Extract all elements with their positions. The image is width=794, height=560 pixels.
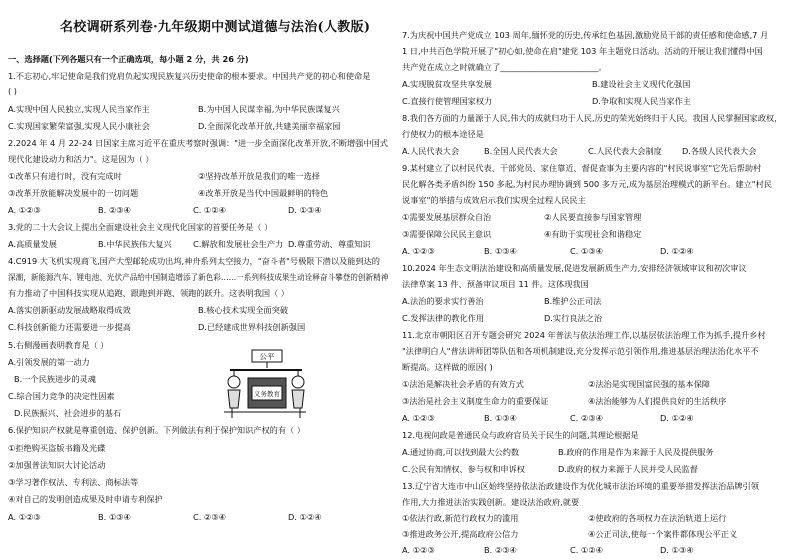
- q11-statement-3: ③法治是社会主义制度生命力的重要保证: [402, 396, 549, 406]
- q2-stem-cont: 现代化建设动力和活力"。这是因为（ ）: [8, 154, 154, 164]
- q11-option-b: B. ①③④: [484, 413, 517, 423]
- q3-option-a: A.高质量发展: [8, 239, 57, 249]
- q6-stem: 6.保护知识产权就是尊重创造、保护创新。下列做法有利于保护知识产权的有（ ）: [8, 425, 305, 435]
- q7-option-a: A.实现脱贫攻坚共享发展: [402, 79, 492, 89]
- page-title: 名校调研系列卷·九年级期中测试道德与法治(人教版): [60, 20, 371, 35]
- q9-option-b: B. ①③④: [484, 246, 517, 256]
- q13-stem-cont: 作用,大力推进法治实践创新。建设法治政府,就要: [402, 497, 580, 507]
- cartoon-sign-text: 公平: [259, 352, 275, 361]
- q3-option-b: B.中华民族伟大复兴: [98, 239, 172, 249]
- q10-stem: 10.2024 年生态文明法治建设和高质量发展,促进发展新质生产力,安排经济领域审议和初次审议: [402, 263, 747, 273]
- q1-stem-cont: ( ): [8, 86, 17, 96]
- q4-option-b: B.核心技术实现全面突破: [198, 305, 289, 315]
- q2-statement-3: ③改革开放能解决发展中的一切问题: [8, 188, 139, 198]
- q12-option-c: C.公民有知情权、参与权和申诉权: [402, 464, 525, 474]
- education-cartoon: [222, 348, 308, 422]
- q9-statement-1: ①需要发展基层群众自治: [402, 212, 492, 222]
- q10-option-d: D.实行良法之治: [544, 313, 603, 323]
- q5-option-b: B.一个民族进步的灵魂: [14, 374, 96, 384]
- q4-stem-cont: 深潮，新能源汽车、锂电池、光伏产品给中国制造增添了新色彩……一系列科技成果生动诠释奋斗攀登的创新精神: [8, 272, 389, 282]
- q2-option-b: B. ②③④: [98, 205, 131, 215]
- q3-option-c: C.解放和发展社会生产力: [193, 239, 284, 249]
- q4-option-d: D.已经建成世界科技创新强国: [198, 322, 306, 332]
- q11-stem-cont2: 断提高。这样做的原因( ): [402, 362, 493, 372]
- q2-option-c: C. ①②④: [193, 205, 226, 215]
- q8-stem: 8.我们各方面的力量源于人民,伟大的成就归功于人民,历史的荣光始终归于人民。我国人民掌握国家政权，: [402, 113, 783, 123]
- q1-option-d: D.全面深化改革开放,共建美丽幸福家园: [198, 121, 341, 131]
- section-heading: 一、选择题(下列各题只有一个正确选项，每小题 2 分，共 26 分): [8, 54, 249, 64]
- q9-option-d: D. ①②④: [660, 246, 694, 256]
- q10-option-b: B.维护公正司法: [544, 296, 602, 306]
- q11-option-a: A. ①②③: [402, 413, 435, 423]
- left-column: [8, 0, 388, 560]
- q2-statement-4: ④改革开放是当代中国最鲜明的特色: [198, 188, 329, 198]
- q9-statement-3: ③需要保障公民民主意识: [402, 229, 492, 239]
- q4-stem-cont2: 有力推动了中国科技实现从追跑、跟跑到并跑、领跑的跃升。这表明我国（ ）: [8, 288, 289, 298]
- q8-option-d: D.各级人民代表大会: [682, 146, 757, 156]
- q12-option-a: A.通过协商,可以找到最大公约数: [402, 447, 520, 457]
- q9-stem: 9.某村建立了以村民代表、干部党员、家住靠近、督促查事为主要内容的"村民说事室"它先后帮助村: [402, 163, 762, 173]
- right-column: [402, 0, 782, 560]
- q11-statement-2: ②法治是实现国富民强的基本保障: [588, 379, 710, 389]
- q2-option-d: D. ①③④: [288, 205, 322, 215]
- q6-statement-3: ③学习著作权法、专利法、商标法等: [8, 477, 139, 487]
- q3-option-d: D.尊重劳动、尊重知识: [288, 239, 371, 249]
- q7-option-d: D.争取和实现人民当家作主: [592, 96, 691, 106]
- q9-option-c: C. ①③④: [570, 246, 603, 256]
- q5-stem: 5.右侧漫画表明教育是（ ）: [8, 340, 109, 350]
- q9-stem-cont: 民化解各类矛盾纠纷 150 多起,为村民办理协调到 500 多万元,成为基层治理模式的新平台。建立"村民: [402, 179, 772, 189]
- q10-stem-cont: 法律草案 13 件、预备审议项目 11 件。这体现我国: [402, 279, 589, 289]
- q3-stem: 3.党的二十大会议上提出全面建设社会主义现代化国家的首要任务是（ ）: [8, 222, 273, 232]
- q9-statement-2: ②人民要直接参与国家管理: [544, 212, 642, 222]
- q9-statement-4: ④有助于实现社会和谐稳定: [544, 229, 642, 239]
- q13-option-a: A. ①②③: [402, 545, 435, 555]
- q13-statement-2: ②使政府的各项权力在法治轨道上运行: [588, 513, 727, 523]
- q13-statement-4: ④公正司法,使每一个案件都体现公平正义: [588, 529, 738, 539]
- q8-option-a: A.人民代表大会: [402, 146, 460, 156]
- q11-option-d: D. ①②④: [660, 413, 694, 423]
- q6-statement-4: ④对自己的发明创造成果及时申请专利保护: [8, 494, 163, 504]
- q7-stem: 7.为庆祝中国共产党成立 103 周年,缅怀党的历史,传承红色基因,激励党员干部的责任感和使命感,7 月: [402, 30, 769, 40]
- q2-statement-1: ①改革只有进行时，没有完成时: [8, 171, 122, 181]
- q10-option-c: C.发挥法律的教化作用: [402, 313, 485, 323]
- q6-option-c: C. ②③④: [193, 512, 226, 522]
- q13-stem: 13.辽宁省大连市中山区始终坚持依法治政建设作为优化城市法治环境的重要举措发挥法治品牌引领: [402, 481, 759, 491]
- q1-option-a: A.实现中国人民独立,实现人民当家作主: [8, 104, 150, 114]
- q2-statement-2: ②坚持改革开放是我们的唯一选择: [198, 171, 320, 181]
- q7-option-b: B.建设社会主义现代化强国: [592, 79, 691, 89]
- q1-stem: 1.不忘初心,牢记使命是我们党肩负起实现民族复兴历史使命的根本要求。中国共产党的初心和使命是: [8, 71, 371, 81]
- q11-statement-4: ④法治能够为人们提供良好的生活秩序: [588, 396, 727, 406]
- q6-statement-2: ②加强普法知识大讨论活动: [8, 460, 106, 470]
- q7-stem-cont: 1 日,中共百色学院开展了"初心如,使命在肩"建党 103 年主题党日活动。活动的开展让我们懂得中国: [402, 46, 763, 56]
- q4-stem: 4.C919 大飞机实现商飞,国产大型邮轮成功出坞,神舟系列太空接力，"奋斗者"号极限下潜以及能到达的: [8, 256, 380, 266]
- q8-option-c: C.人民代表大会制度: [588, 146, 662, 156]
- cartoon-caption-text: 义务教育: [254, 390, 280, 398]
- q11-option-c: C. ②③④: [570, 413, 603, 423]
- q8-stem-cont: 行使权力的根本途径是: [402, 129, 484, 139]
- q5-option-d: D.民族振兴、社会进步的基石: [14, 408, 122, 418]
- q9-stem-cont2: 说事室"的举措与成效启示我们实现全过程人民民主: [402, 195, 586, 205]
- q12-stem: 12.电视问政是普通民众与政府官员关于民生的问题,其理论根据是: [402, 430, 639, 440]
- q4-option-a: A.落实创新驱动发展战略取得成效: [8, 305, 131, 315]
- q9-option-a: A. ①②③: [402, 246, 435, 256]
- q2-stem: 2.2024 年 4 月 22-24 日国家主席习近平在重庆考察时强调："进一步全面深化改革开放,不断增强中国式: [8, 138, 388, 148]
- q11-stem: 11.北京市朝阳区召开专题会研究 2024 年普法与依法治理工作,以基层依法治理工作为抓手,提升乡村: [402, 330, 766, 340]
- q6-option-b: B. ①③④: [98, 512, 131, 522]
- q6-option-d: D. ①②④: [288, 512, 322, 522]
- q13-option-c: C. ①②④: [570, 545, 603, 555]
- q1-option-c: C.实现国家繁荣富强,实现人民小康社会: [8, 121, 150, 131]
- q6-statement-1: ①拒绝购买盗版书籍及光碟: [8, 443, 106, 453]
- q10-option-a: A.法治的要求实行善治: [402, 296, 484, 306]
- q13-statement-1: ①依法行政,新范行政权力的滥用: [402, 513, 519, 523]
- q2-option-a: A. ①②③: [8, 205, 41, 215]
- q1-option-b: B.为中国人民谋幸福,为中华民族谋复兴: [198, 104, 340, 114]
- q7-stem-cont2: 共产党在成立之时就确立了________________________。: [402, 62, 607, 72]
- q11-statement-1: ①法治是解决社会矛盾的有效方式: [402, 379, 524, 389]
- q5-option-a: A.引领发展的第一动力: [8, 357, 90, 367]
- cartoon-drawing: [222, 348, 308, 422]
- q13-statement-3: ③推进政务公开,提高政府公信力: [402, 529, 519, 539]
- q4-option-c: C.科技创新能力还需要进一步提高: [8, 322, 131, 332]
- q13-option-d: D. ①③④: [660, 545, 694, 555]
- q13-option-b: B. ②③④: [484, 545, 517, 555]
- q12-option-b: B.政府的作用是作为来源于人民及提供服务: [558, 447, 714, 457]
- q12-option-d: D.政府的权力来源于人民并受人民监督: [558, 464, 698, 474]
- q11-stem-cont: "法律明白人"普法讲师团等队伍和各项机制建设,充分发挥示范引领作用,推进基层治理法治化水平不: [402, 346, 759, 356]
- q6-option-a: A. ①②③: [8, 512, 41, 522]
- q7-option-c: C.直接行使管理国家权力: [402, 96, 493, 106]
- q8-option-b: B.全国人民代表大会: [484, 146, 558, 156]
- q5-option-c: C.综合国力竞争的决定性因素: [8, 391, 115, 401]
